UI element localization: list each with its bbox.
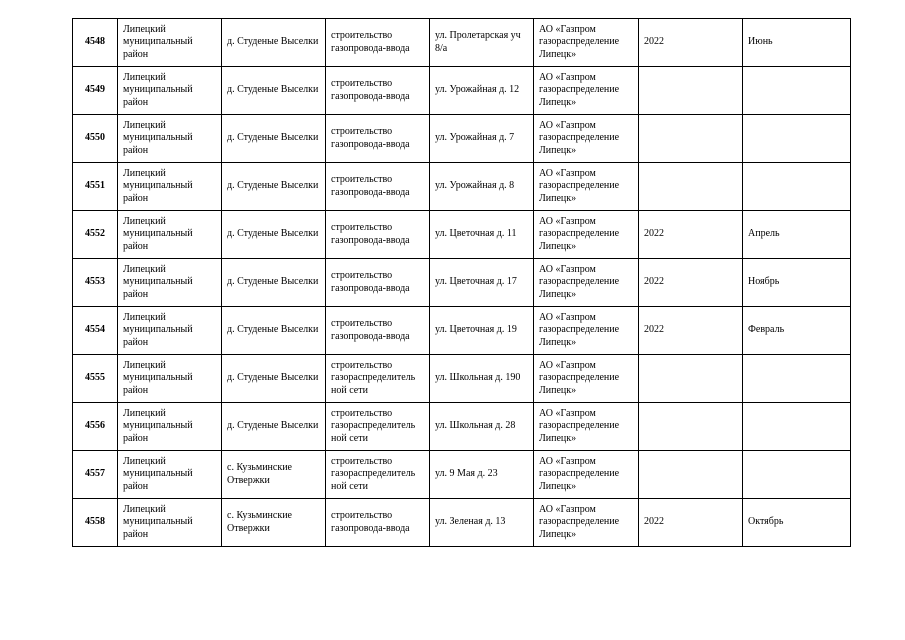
address-cell: ул. Цветочная д. 17 [430,259,534,307]
organization-cell: АО «Газпром газораспределение Липецк» [534,451,639,499]
year-cell [639,355,743,403]
work-type-cell: строительство газопровода-ввода [326,499,430,547]
table-row [73,67,851,115]
table-row [73,19,851,67]
row-number: 4553 [73,259,118,307]
work-type-cell: строительство газопровода-ввода [326,115,430,163]
district-cell: Липецкий муниципальный район [118,163,222,211]
row-number: 4550 [73,115,118,163]
locality-cell: д. Студеные Выселки [222,67,326,115]
month-cell: Февраль [743,307,851,355]
table-row [73,451,851,499]
year-cell: 2022 [639,259,743,307]
address-cell: ул. Школьная д. 28 [430,403,534,451]
organization-cell: АО «Газпром газораспределение Липецк» [534,67,639,115]
locality-cell: д. Студеные Выселки [222,403,326,451]
row-number: 4552 [73,211,118,259]
table-body [73,19,851,547]
table-row [73,211,851,259]
row-number: 4554 [73,307,118,355]
locality-cell: д. Студеные Выселки [222,307,326,355]
organization-cell: АО «Газпром газораспределение Липецк» [534,163,639,211]
address-cell: ул. Зеленая д. 13 [430,499,534,547]
work-type-cell: строительство газопровода-ввода [326,19,430,67]
month-cell [743,451,851,499]
organization-cell: АО «Газпром газораспределение Липецк» [534,403,639,451]
organization-cell: АО «Газпром газораспределение Липецк» [534,307,639,355]
district-cell: Липецкий муниципальный район [118,307,222,355]
row-number: 4549 [73,67,118,115]
month-cell: Ноябрь [743,259,851,307]
locality-cell: д. Студеные Выселки [222,115,326,163]
table-row [73,307,851,355]
locality-cell: д. Студеные Выселки [222,211,326,259]
month-cell [743,163,851,211]
district-cell: Липецкий муниципальный район [118,499,222,547]
work-type-cell: строительство газопровода-ввода [326,211,430,259]
gasification-table [72,18,851,547]
locality-cell: д. Студеные Выселки [222,163,326,211]
year-cell [639,67,743,115]
locality-cell: д. Студеные Выселки [222,19,326,67]
year-cell: 2022 [639,307,743,355]
district-cell: Липецкий муниципальный район [118,67,222,115]
year-cell [639,163,743,211]
district-cell: Липецкий муниципальный район [118,19,222,67]
table-row [73,499,851,547]
district-cell: Липецкий муниципальный район [118,451,222,499]
month-cell [743,67,851,115]
row-number: 4551 [73,163,118,211]
row-number: 4557 [73,451,118,499]
year-cell: 2022 [639,19,743,67]
organization-cell: АО «Газпром газораспределение Липецк» [534,259,639,307]
organization-cell: АО «Газпром газораспределение Липецк» [534,499,639,547]
address-cell: ул. 9 Мая д. 23 [430,451,534,499]
locality-cell: д. Студеные Выселки [222,355,326,403]
address-cell: ул. Цветочная д. 11 [430,211,534,259]
work-type-cell: строительство газораспределитель ной сети [326,451,430,499]
month-cell: Июнь [743,19,851,67]
table-row [73,115,851,163]
address-cell: ул. Урожайная д. 7 [430,115,534,163]
address-cell: ул. Урожайная д. 8 [430,163,534,211]
address-cell: ул. Цветочная д. 19 [430,307,534,355]
month-cell [743,115,851,163]
work-type-cell: строительство газопровода-ввода [326,307,430,355]
locality-cell: д. Студеные Выселки [222,259,326,307]
table-row [73,259,851,307]
year-cell [639,403,743,451]
locality-cell: с. Кузьминские Отвержки [222,451,326,499]
month-cell [743,355,851,403]
work-type-cell: строительство газораспределитель ной сети [326,403,430,451]
table-row [73,355,851,403]
row-number: 4548 [73,19,118,67]
month-cell: Апрель [743,211,851,259]
address-cell: ул. Урожайная д. 12 [430,67,534,115]
row-number: 4558 [73,499,118,547]
district-cell: Липецкий муниципальный район [118,211,222,259]
district-cell: Липецкий муниципальный район [118,355,222,403]
district-cell: Липецкий муниципальный район [118,259,222,307]
table-row [73,163,851,211]
district-cell: Липецкий муниципальный район [118,403,222,451]
work-type-cell: строительство газопровода-ввода [326,163,430,211]
year-cell: 2022 [639,499,743,547]
locality-cell: с. Кузьминские Отвержки [222,499,326,547]
work-type-cell: строительство газораспределитель ной сети [326,355,430,403]
organization-cell: АО «Газпром газораспределение Липецк» [534,211,639,259]
organization-cell: АО «Газпром газораспределение Липецк» [534,115,639,163]
month-cell [743,403,851,451]
address-cell: ул. Школьная д. 190 [430,355,534,403]
organization-cell: АО «Газпром газораспределение Липецк» [534,355,639,403]
address-cell: ул. Пролетарская уч 8/а [430,19,534,67]
row-number: 4555 [73,355,118,403]
work-type-cell: строительство газопровода-ввода [326,67,430,115]
organization-cell: АО «Газпром газораспределение Липецк» [534,19,639,67]
work-type-cell: строительство газопровода-ввода [326,259,430,307]
year-cell: 2022 [639,211,743,259]
month-cell: Октябрь [743,499,851,547]
row-number: 4556 [73,403,118,451]
district-cell: Липецкий муниципальный район [118,115,222,163]
year-cell [639,451,743,499]
year-cell [639,115,743,163]
table-row [73,403,851,451]
